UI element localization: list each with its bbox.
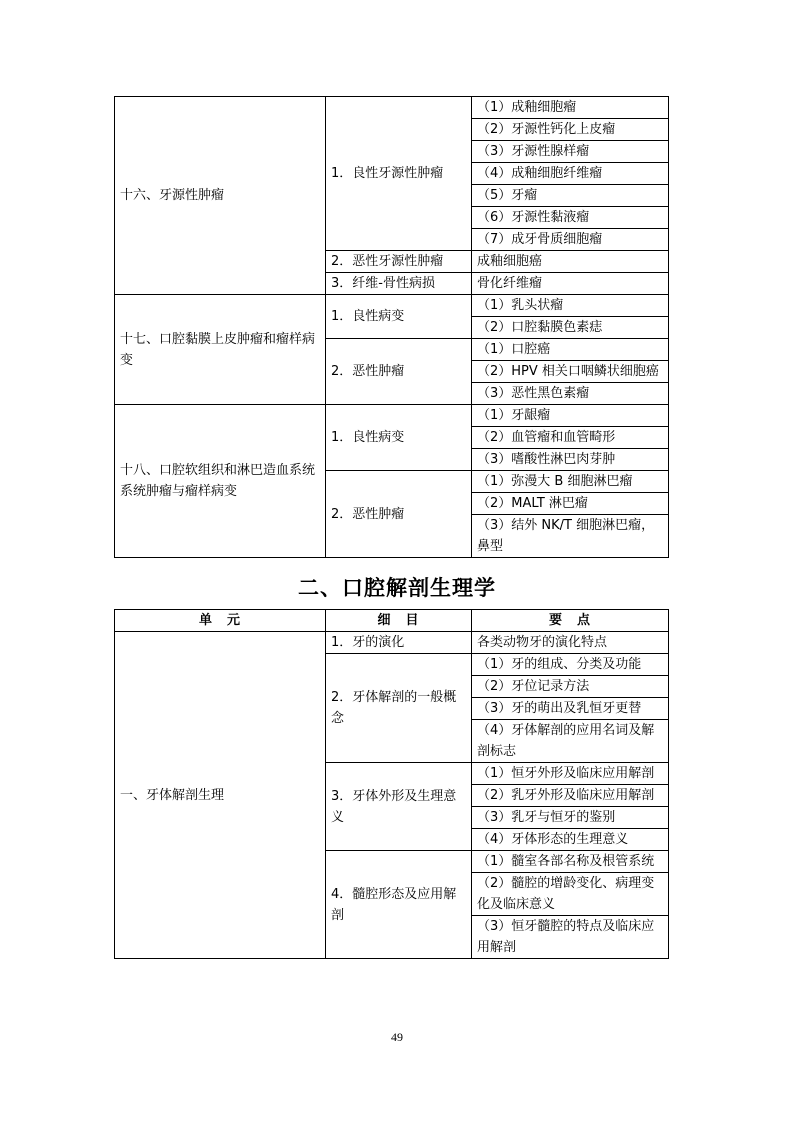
sub-item-cell: 1．牙的演化: [326, 632, 472, 654]
point-cell: （3）恒牙髓腔的特点及临床应用解剖: [472, 916, 669, 959]
table-row: [115, 632, 669, 654]
point-cell: （4）牙体形态的生理意义: [472, 829, 669, 851]
point-cell: （5）牙瘤: [472, 185, 669, 207]
sub-item-cell: 3．纤维-骨性病损: [326, 273, 472, 295]
point-cell: （2）牙位记录方法: [472, 676, 669, 698]
point-cell: （6）牙源性黏液瘤: [472, 207, 669, 229]
point-cell: 成釉细胞癌: [472, 251, 669, 273]
sub-item-cell: 1．良性病变: [326, 405, 472, 471]
point-cell: （1）弥漫大 B 细胞淋巴瘤: [472, 471, 669, 493]
unit-cell: 一、牙体解剖生理: [115, 632, 326, 959]
point-cell: （2）髓腔的增龄变化、病理变化及临床意义: [472, 873, 669, 916]
point-cell: （3）乳牙与恒牙的鉴别: [472, 807, 669, 829]
point-cell: （4）成釉细胞纤维瘤: [472, 163, 669, 185]
point-cell: （3）结外 NK/T 细胞淋巴瘤，鼻型: [472, 515, 669, 558]
header-unit: 单 元: [115, 610, 326, 632]
sub-item-cell: 2．恶性肿瘤: [326, 339, 472, 405]
point-cell: （3）恶性黑色素瘤: [472, 383, 669, 405]
table-row: [115, 405, 669, 427]
point-cell: （7）成牙骨质细胞瘤: [472, 229, 669, 251]
header-sub-item: 细 目: [326, 610, 472, 632]
section-title: 二、口腔解剖生理学: [298, 575, 496, 600]
point-cell: （1）髓室各部名称及根管系统: [472, 851, 669, 873]
table-row: [115, 97, 669, 119]
sub-item-cell: 1．良性病变: [326, 295, 472, 339]
header-row: [115, 610, 669, 632]
sub-item-cell: 2．牙体解剖的一般概念: [326, 654, 472, 763]
point-cell: （1）乳头状瘤: [472, 295, 669, 317]
point-cell: （1）牙龈瘤: [472, 405, 669, 427]
point-cell: （3）牙的萌出及乳恒牙更替: [472, 698, 669, 720]
point-cell: （2）MALT 淋巴瘤: [472, 493, 669, 515]
sub-item-cell: 2．恶性牙源性肿瘤: [326, 251, 472, 273]
unit-cell: 十八、口腔软组织和淋巴造血系统系统肿瘤与瘤样病变: [115, 405, 326, 558]
oral-pathology-table-continued: [114, 96, 669, 558]
point-cell: （2）HPV 相关口咽鳞状细胞癌: [472, 361, 669, 383]
sub-item-cell: 4．髓腔形态及应用解剖: [326, 851, 472, 959]
header-key-point: 要 点: [472, 610, 669, 632]
point-cell: （1）牙的组成、分类及功能: [472, 654, 669, 676]
point-cell: （1）恒牙外形及临床应用解剖: [472, 763, 669, 785]
sub-item-cell: 2．恶性肿瘤: [326, 471, 472, 558]
point-cell: （4）牙体解剖的应用名词及解剖标志: [472, 720, 669, 763]
point-cell: （2）乳牙外形及临床应用解剖: [472, 785, 669, 807]
sub-item-cell: 3．牙体外形及生理意义: [326, 763, 472, 851]
unit-cell: 十七、口腔黏膜上皮肿瘤和瘤样病变: [115, 295, 326, 405]
point-cell: （3）牙源性腺样瘤: [472, 141, 669, 163]
point-cell: （2）牙源性钙化上皮瘤: [472, 119, 669, 141]
point-cell: 各类动物牙的演化特点: [472, 632, 669, 654]
point-cell: （1）口腔癌: [472, 339, 669, 361]
table-row: [115, 295, 669, 317]
oral-anatomy-table: [114, 609, 669, 959]
point-cell: （1）成釉细胞瘤: [472, 97, 669, 119]
point-cell: 骨化纤维瘤: [472, 273, 669, 295]
point-cell: （2）口腔黏膜色素痣: [472, 317, 669, 339]
point-cell: （3）嗜酸性淋巴肉芽肿: [472, 449, 669, 471]
page-number: 49: [391, 1030, 403, 1044]
unit-cell: 十六、牙源性肿瘤: [115, 97, 326, 295]
sub-item-cell: 1．良性牙源性肿瘤: [326, 97, 472, 251]
point-cell: （2）血管瘤和血管畸形: [472, 427, 669, 449]
